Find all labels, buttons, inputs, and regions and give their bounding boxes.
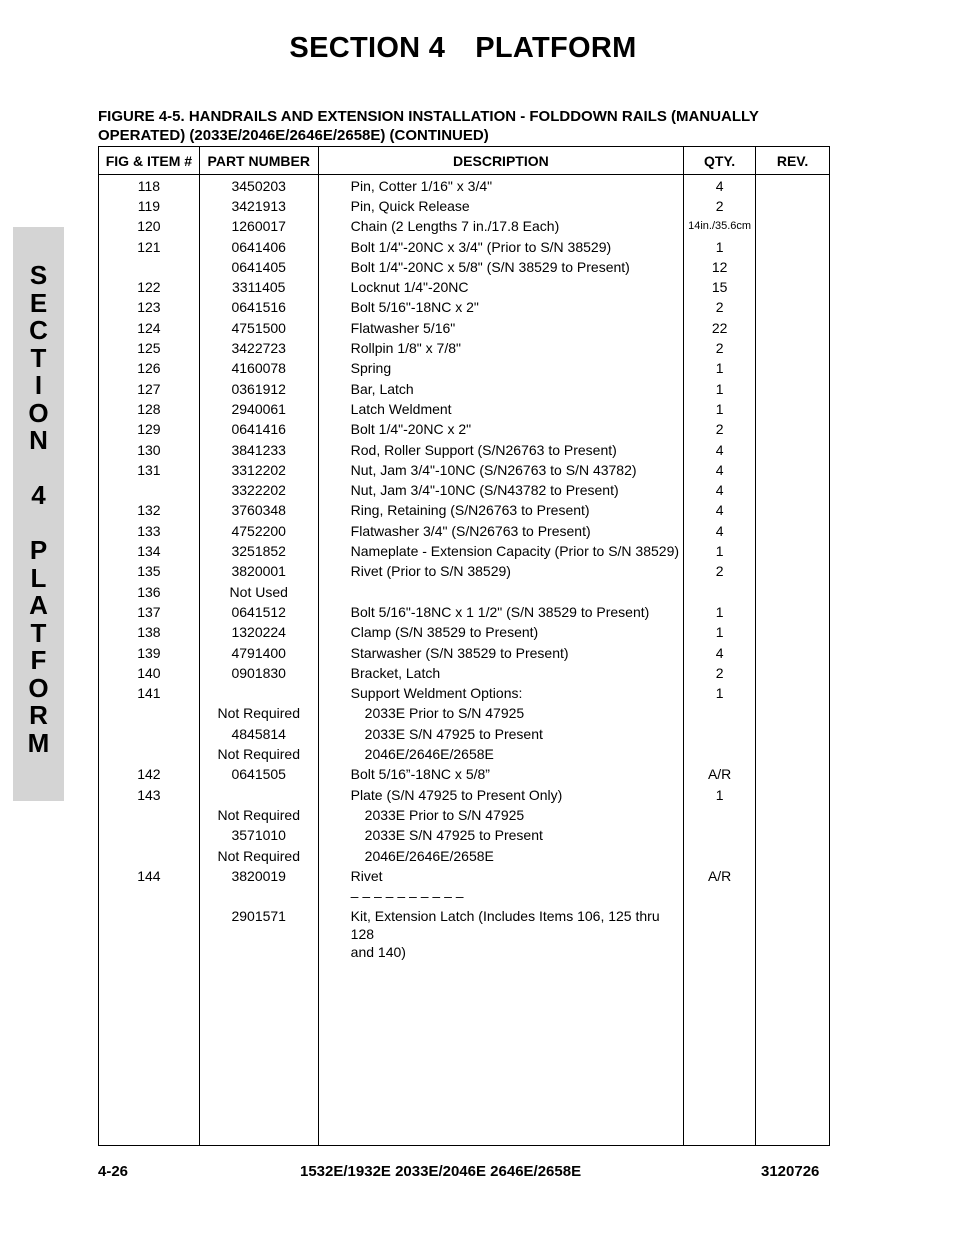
cell-qty bbox=[684, 745, 756, 765]
cell-qty bbox=[684, 725, 756, 745]
table-row bbox=[99, 765, 830, 785]
cell-description: Chain (2 Lengths 7 in./17.8 Each) bbox=[318, 217, 683, 237]
cell-part-number: 3820019 bbox=[199, 867, 318, 887]
table-row bbox=[99, 704, 830, 724]
cell-rev bbox=[756, 197, 830, 217]
cell-description: 2046E/2646E/2658E bbox=[318, 745, 683, 765]
cell-rev bbox=[756, 826, 830, 846]
table-row bbox=[99, 623, 830, 643]
cell-item bbox=[99, 704, 200, 724]
cell-description: 2046E/2646E/2658E bbox=[318, 847, 683, 867]
cell-item: 124 bbox=[99, 319, 200, 339]
cell-description: Nut, Jam 3/4"-10NC (S/N26763 to S/N 43782) bbox=[318, 461, 683, 481]
cell-part-number: 3450203 bbox=[199, 175, 318, 198]
cell-description: Locknut 1/4"-20NC bbox=[318, 278, 683, 298]
side-tab-letter: O bbox=[28, 397, 49, 428]
table-header-row bbox=[99, 147, 830, 175]
cell-qty: 4 bbox=[684, 644, 756, 664]
cell-qty bbox=[684, 943, 756, 964]
section-name: PLATFORM bbox=[475, 32, 637, 64]
cell-item: 120 bbox=[99, 217, 200, 237]
cell-qty: 2 bbox=[684, 298, 756, 318]
cell-item: 125 bbox=[99, 339, 200, 359]
cell-item: 119 bbox=[99, 197, 200, 217]
table-row bbox=[99, 175, 830, 198]
side-tab-letter: N bbox=[29, 425, 48, 455]
parts-table bbox=[98, 146, 830, 1146]
cell-part-number: 3311405 bbox=[199, 278, 318, 298]
cell-rev bbox=[756, 684, 830, 704]
cell-description: 2033E Prior to S/N 47925 bbox=[318, 704, 683, 724]
cell-description: Support Weldment Options: bbox=[318, 684, 683, 704]
cell-item bbox=[99, 847, 200, 867]
cell-rev bbox=[756, 704, 830, 724]
cell-rev bbox=[756, 786, 830, 806]
side-tab-letter: F bbox=[30, 645, 47, 675]
cell-description: Bar, Latch bbox=[318, 380, 683, 400]
cell-rev bbox=[756, 867, 830, 887]
table-row bbox=[99, 542, 830, 562]
table-row bbox=[99, 298, 830, 318]
header-qty: QTY. bbox=[684, 147, 756, 175]
table-row bbox=[99, 339, 830, 359]
cell-item: 129 bbox=[99, 420, 200, 440]
cell-rev bbox=[756, 420, 830, 440]
cell-description: Pin, Quick Release bbox=[318, 197, 683, 217]
cell-item: 123 bbox=[99, 298, 200, 318]
cell-qty: 14in./35.6cm bbox=[684, 217, 756, 237]
cell-qty bbox=[684, 887, 756, 907]
cell-item bbox=[99, 826, 200, 846]
side-tab-letter: S bbox=[29, 260, 48, 290]
table-row bbox=[99, 867, 830, 887]
cell-rev bbox=[756, 175, 830, 198]
cell-description: – – – – – – – – – – bbox=[318, 887, 683, 907]
cell-item: 135 bbox=[99, 562, 200, 582]
cell-part-number: 0361912 bbox=[199, 380, 318, 400]
cell-qty bbox=[684, 704, 756, 724]
cell-part-number: 1320224 bbox=[199, 623, 318, 643]
cell-part-number: 3571010 bbox=[199, 826, 318, 846]
cell-qty: 15 bbox=[684, 278, 756, 298]
table-row bbox=[99, 461, 830, 481]
cell-qty: 1 bbox=[684, 359, 756, 379]
cell-part-number: 4160078 bbox=[199, 359, 318, 379]
cell-part-number: 0641512 bbox=[199, 603, 318, 623]
cell-part-number: Not Required bbox=[199, 847, 318, 867]
cell-part-number: 2940061 bbox=[199, 400, 318, 420]
cell-item: 138 bbox=[99, 623, 200, 643]
table-row bbox=[99, 278, 830, 298]
filler-cell bbox=[684, 964, 756, 1146]
table-row bbox=[99, 522, 830, 542]
cell-part-number: 0641416 bbox=[199, 420, 318, 440]
cell-rev bbox=[756, 441, 830, 461]
section-title bbox=[0, 32, 926, 65]
cell-item bbox=[99, 943, 200, 964]
cell-qty bbox=[684, 847, 756, 867]
cell-part-number: 3312202 bbox=[199, 461, 318, 481]
cell-item: 133 bbox=[99, 522, 200, 542]
side-tab-letter: E bbox=[29, 287, 48, 318]
cell-part-number: 0641505 bbox=[199, 765, 318, 785]
cell-rev bbox=[756, 238, 830, 258]
table-row bbox=[99, 684, 830, 704]
footer-doc-number: 3120726 bbox=[761, 1163, 820, 1180]
table-row bbox=[99, 359, 830, 379]
table-row bbox=[99, 197, 830, 217]
cell-description: Bolt 5/16"-18NC x 2" bbox=[318, 298, 683, 318]
side-tab-letter: M bbox=[27, 727, 50, 758]
cell-qty: 1 bbox=[684, 786, 756, 806]
cell-description: Bracket, Latch bbox=[318, 664, 683, 684]
cell-description: Pin, Cotter 1/16" x 3/4" bbox=[318, 175, 683, 198]
cell-qty bbox=[684, 826, 756, 846]
side-tab-letter: T bbox=[30, 342, 47, 373]
cell-part-number: 4845814 bbox=[199, 725, 318, 745]
cell-rev bbox=[756, 501, 830, 521]
cell-part-number: 4751500 bbox=[199, 319, 318, 339]
cell-rev bbox=[756, 278, 830, 298]
cell-item: 144 bbox=[99, 867, 200, 887]
cell-part-number: 0641406 bbox=[199, 238, 318, 258]
cell-description: Latch Weldment bbox=[318, 400, 683, 420]
filler-cell bbox=[199, 964, 318, 1146]
cell-description bbox=[318, 583, 683, 603]
cell-part-number: 3421913 bbox=[199, 197, 318, 217]
filler-cell bbox=[99, 964, 200, 1146]
cell-description: and 140) bbox=[318, 943, 683, 964]
table-row bbox=[99, 380, 830, 400]
figure-title bbox=[98, 107, 818, 145]
cell-item: 130 bbox=[99, 441, 200, 461]
cell-rev bbox=[756, 943, 830, 964]
cell-part-number bbox=[199, 887, 318, 907]
table-row bbox=[99, 943, 830, 964]
cell-rev bbox=[756, 542, 830, 562]
cell-rev bbox=[756, 319, 830, 339]
table-row bbox=[99, 481, 830, 501]
cell-qty: A/R bbox=[684, 765, 756, 785]
cell-item: 128 bbox=[99, 400, 200, 420]
filler-cell bbox=[756, 964, 830, 1146]
cell-rev bbox=[756, 887, 830, 907]
cell-description: Kit, Extension Latch (Includes Items 106, 125 thru 128 bbox=[318, 907, 683, 943]
cell-qty: 4 bbox=[684, 501, 756, 521]
cell-rev bbox=[756, 623, 830, 643]
cell-item: 134 bbox=[99, 542, 200, 562]
cell-part-number: 3322202 bbox=[199, 481, 318, 501]
cell-item: 137 bbox=[99, 603, 200, 623]
cell-part-number: Not Required bbox=[199, 806, 318, 826]
side-tab-letter: O bbox=[28, 672, 49, 703]
cell-part-number: Not Required bbox=[199, 745, 318, 765]
table-row bbox=[99, 562, 830, 582]
table-row bbox=[99, 745, 830, 765]
cell-rev bbox=[756, 583, 830, 603]
side-tab-letter: A bbox=[29, 590, 48, 620]
side-tab-letter: I bbox=[34, 370, 43, 400]
cell-part-number: 0901830 bbox=[199, 664, 318, 684]
footer-models: 1532E/1932E 2033E/2046E 2646E/2658E bbox=[300, 1163, 582, 1180]
cell-qty: 4 bbox=[684, 461, 756, 481]
cell-qty: 4 bbox=[684, 441, 756, 461]
footer-page-number: 4-26 bbox=[98, 1163, 129, 1180]
cell-item: 143 bbox=[99, 786, 200, 806]
cell-part-number: 0641516 bbox=[199, 298, 318, 318]
cell-item: 141 bbox=[99, 684, 200, 704]
cell-rev bbox=[756, 907, 830, 943]
table-row bbox=[99, 847, 830, 867]
cell-description: Spring bbox=[318, 359, 683, 379]
side-tab-letters bbox=[13, 262, 64, 757]
cell-item: 142 bbox=[99, 765, 200, 785]
cell-item: 126 bbox=[99, 359, 200, 379]
cell-rev bbox=[756, 765, 830, 785]
cell-item bbox=[99, 258, 200, 278]
table-row bbox=[99, 238, 830, 258]
cell-qty: 2 bbox=[684, 197, 756, 217]
cell-item bbox=[99, 806, 200, 826]
cell-description: Starwasher (S/N 38529 to Present) bbox=[318, 644, 683, 664]
table-filler-row bbox=[99, 964, 830, 1146]
cell-item: 121 bbox=[99, 238, 200, 258]
cell-part-number bbox=[199, 943, 318, 964]
cell-description: Ring, Retaining (S/N26763 to Present) bbox=[318, 501, 683, 521]
cell-part-number: Not Used bbox=[199, 583, 318, 603]
table-row bbox=[99, 806, 830, 826]
cell-description: Plate (S/N 47925 to Present Only) bbox=[318, 786, 683, 806]
cell-item: 122 bbox=[99, 278, 200, 298]
cell-rev bbox=[756, 522, 830, 542]
table-row bbox=[99, 664, 830, 684]
section-number: SECTION 4 bbox=[289, 32, 446, 64]
cell-qty: 1 bbox=[684, 400, 756, 420]
cell-description: Bolt 1/4"-20NC x 5/8" (S/N 38529 to Present) bbox=[318, 258, 683, 278]
cell-qty: 1 bbox=[684, 684, 756, 704]
cell-rev bbox=[756, 745, 830, 765]
table-row bbox=[99, 400, 830, 420]
cell-description: Bolt 1/4"-20NC x 3/4" (Prior to S/N 38529) bbox=[318, 238, 683, 258]
cell-qty: 4 bbox=[684, 175, 756, 198]
figure-title-line1: FIGURE 4-5. HANDRAILS AND EXTENSION INSTALLATION - FOLDDOWN RAILS (MANUALLY bbox=[98, 108, 759, 125]
cell-item: 131 bbox=[99, 461, 200, 481]
cell-part-number bbox=[199, 684, 318, 704]
cell-rev bbox=[756, 339, 830, 359]
cell-rev bbox=[756, 603, 830, 623]
cell-qty: 4 bbox=[684, 481, 756, 501]
side-tab-letter: C bbox=[29, 315, 48, 345]
cell-description: Nameplate - Extension Capacity (Prior to S/N 38529) bbox=[318, 542, 683, 562]
side-tab-spacer bbox=[13, 455, 64, 483]
cell-item bbox=[99, 725, 200, 745]
cell-description: 2033E Prior to S/N 47925 bbox=[318, 806, 683, 826]
cell-qty: 1 bbox=[684, 603, 756, 623]
cell-part-number: 0641405 bbox=[199, 258, 318, 278]
table-row bbox=[99, 907, 830, 943]
header-rev: REV. bbox=[756, 147, 830, 175]
cell-description: Bolt 5/16”-18NC x 5/8” bbox=[318, 765, 683, 785]
cell-description: Flatwasher 5/16" bbox=[318, 319, 683, 339]
cell-part-number: 3841233 bbox=[199, 441, 318, 461]
cell-qty: 22 bbox=[684, 319, 756, 339]
cell-description: 2033E S/N 47925 to Present bbox=[318, 826, 683, 846]
cell-qty bbox=[684, 583, 756, 603]
cell-qty: 1 bbox=[684, 238, 756, 258]
table-row bbox=[99, 583, 830, 603]
cell-rev bbox=[756, 725, 830, 745]
table-row bbox=[99, 603, 830, 623]
cell-item bbox=[99, 887, 200, 907]
side-tab-letter: R bbox=[29, 700, 48, 730]
cell-item: 140 bbox=[99, 664, 200, 684]
cell-qty: A/R bbox=[684, 867, 756, 887]
header-item: FIG & ITEM # bbox=[99, 147, 200, 175]
cell-rev bbox=[756, 217, 830, 237]
table-row bbox=[99, 786, 830, 806]
cell-part-number: 3760348 bbox=[199, 501, 318, 521]
table-row bbox=[99, 725, 830, 745]
cell-qty: 2 bbox=[684, 420, 756, 440]
cell-item: 136 bbox=[99, 583, 200, 603]
cell-description: Rollpin 1/8" x 7/8" bbox=[318, 339, 683, 359]
cell-description: Rivet (Prior to S/N 38529) bbox=[318, 562, 683, 582]
cell-rev bbox=[756, 806, 830, 826]
cell-part-number: 3251852 bbox=[199, 542, 318, 562]
cell-rev bbox=[756, 461, 830, 481]
table-row bbox=[99, 887, 830, 907]
cell-description: Nut, Jam 3/4"-10NC (S/N43782 to Present) bbox=[318, 481, 683, 501]
table-row bbox=[99, 217, 830, 237]
header-part-number: PART NUMBER bbox=[199, 147, 318, 175]
cell-rev bbox=[756, 847, 830, 867]
cell-item: 118 bbox=[99, 175, 200, 198]
table-row bbox=[99, 319, 830, 339]
cell-description: Flatwasher 3/4" (S/N26763 to Present) bbox=[318, 522, 683, 542]
cell-item bbox=[99, 481, 200, 501]
cell-qty: 2 bbox=[684, 339, 756, 359]
cell-part-number bbox=[199, 786, 318, 806]
cell-description: Bolt 1/4"-20NC x 2" bbox=[318, 420, 683, 440]
cell-part-number: 4791400 bbox=[199, 644, 318, 664]
cell-item: 139 bbox=[99, 644, 200, 664]
cell-description: Rivet bbox=[318, 867, 683, 887]
filler-cell bbox=[318, 964, 683, 1146]
cell-qty: 1 bbox=[684, 623, 756, 643]
section-side-tab[interactable] bbox=[13, 227, 64, 801]
cell-item: 127 bbox=[99, 380, 200, 400]
cell-item: 132 bbox=[99, 501, 200, 521]
figure-title-line2: OPERATED) (2033E/2046E/2646E/2658E) (CONTINUED) bbox=[98, 127, 489, 144]
cell-rev bbox=[756, 359, 830, 379]
cell-rev bbox=[756, 664, 830, 684]
cell-item bbox=[99, 745, 200, 765]
table-row bbox=[99, 644, 830, 664]
table-row bbox=[99, 420, 830, 440]
cell-rev bbox=[756, 562, 830, 582]
side-tab-letter: P bbox=[29, 535, 48, 565]
cell-qty: 12 bbox=[684, 258, 756, 278]
cell-part-number: 3422723 bbox=[199, 339, 318, 359]
cell-qty: 1 bbox=[684, 380, 756, 400]
cell-rev bbox=[756, 380, 830, 400]
cell-part-number: Not Required bbox=[199, 704, 318, 724]
cell-qty: 2 bbox=[684, 562, 756, 582]
table-row bbox=[99, 501, 830, 521]
cell-description: 2033E S/N 47925 to Present bbox=[318, 725, 683, 745]
cell-part-number: 2901571 bbox=[199, 907, 318, 943]
cell-qty: 4 bbox=[684, 522, 756, 542]
side-tab-letter: L bbox=[30, 562, 47, 593]
side-tab-letter: 4 bbox=[31, 480, 46, 510]
cell-description: Bolt 5/16"-18NC x 1 1/2" (S/N 38529 to Present) bbox=[318, 603, 683, 623]
cell-rev bbox=[756, 481, 830, 501]
cell-qty: 2 bbox=[684, 664, 756, 684]
cell-item bbox=[99, 907, 200, 943]
cell-part-number: 4752200 bbox=[199, 522, 318, 542]
header-description: DESCRIPTION bbox=[318, 147, 683, 175]
cell-qty bbox=[684, 907, 756, 943]
cell-description: Rod, Roller Support (S/N26763 to Present) bbox=[318, 441, 683, 461]
cell-part-number: 3820001 bbox=[199, 562, 318, 582]
cell-rev bbox=[756, 400, 830, 420]
table-row bbox=[99, 826, 830, 846]
side-tab-letter: T bbox=[30, 617, 47, 648]
table-row bbox=[99, 441, 830, 461]
cell-qty: 1 bbox=[684, 542, 756, 562]
cell-description: Clamp (S/N 38529 to Present) bbox=[318, 623, 683, 643]
cell-rev bbox=[756, 644, 830, 664]
cell-rev bbox=[756, 298, 830, 318]
table-row bbox=[99, 258, 830, 278]
side-tab-spacer bbox=[13, 510, 64, 538]
parts-table-body bbox=[99, 175, 830, 1146]
cell-qty bbox=[684, 806, 756, 826]
cell-rev bbox=[756, 258, 830, 278]
cell-part-number: 1260017 bbox=[199, 217, 318, 237]
